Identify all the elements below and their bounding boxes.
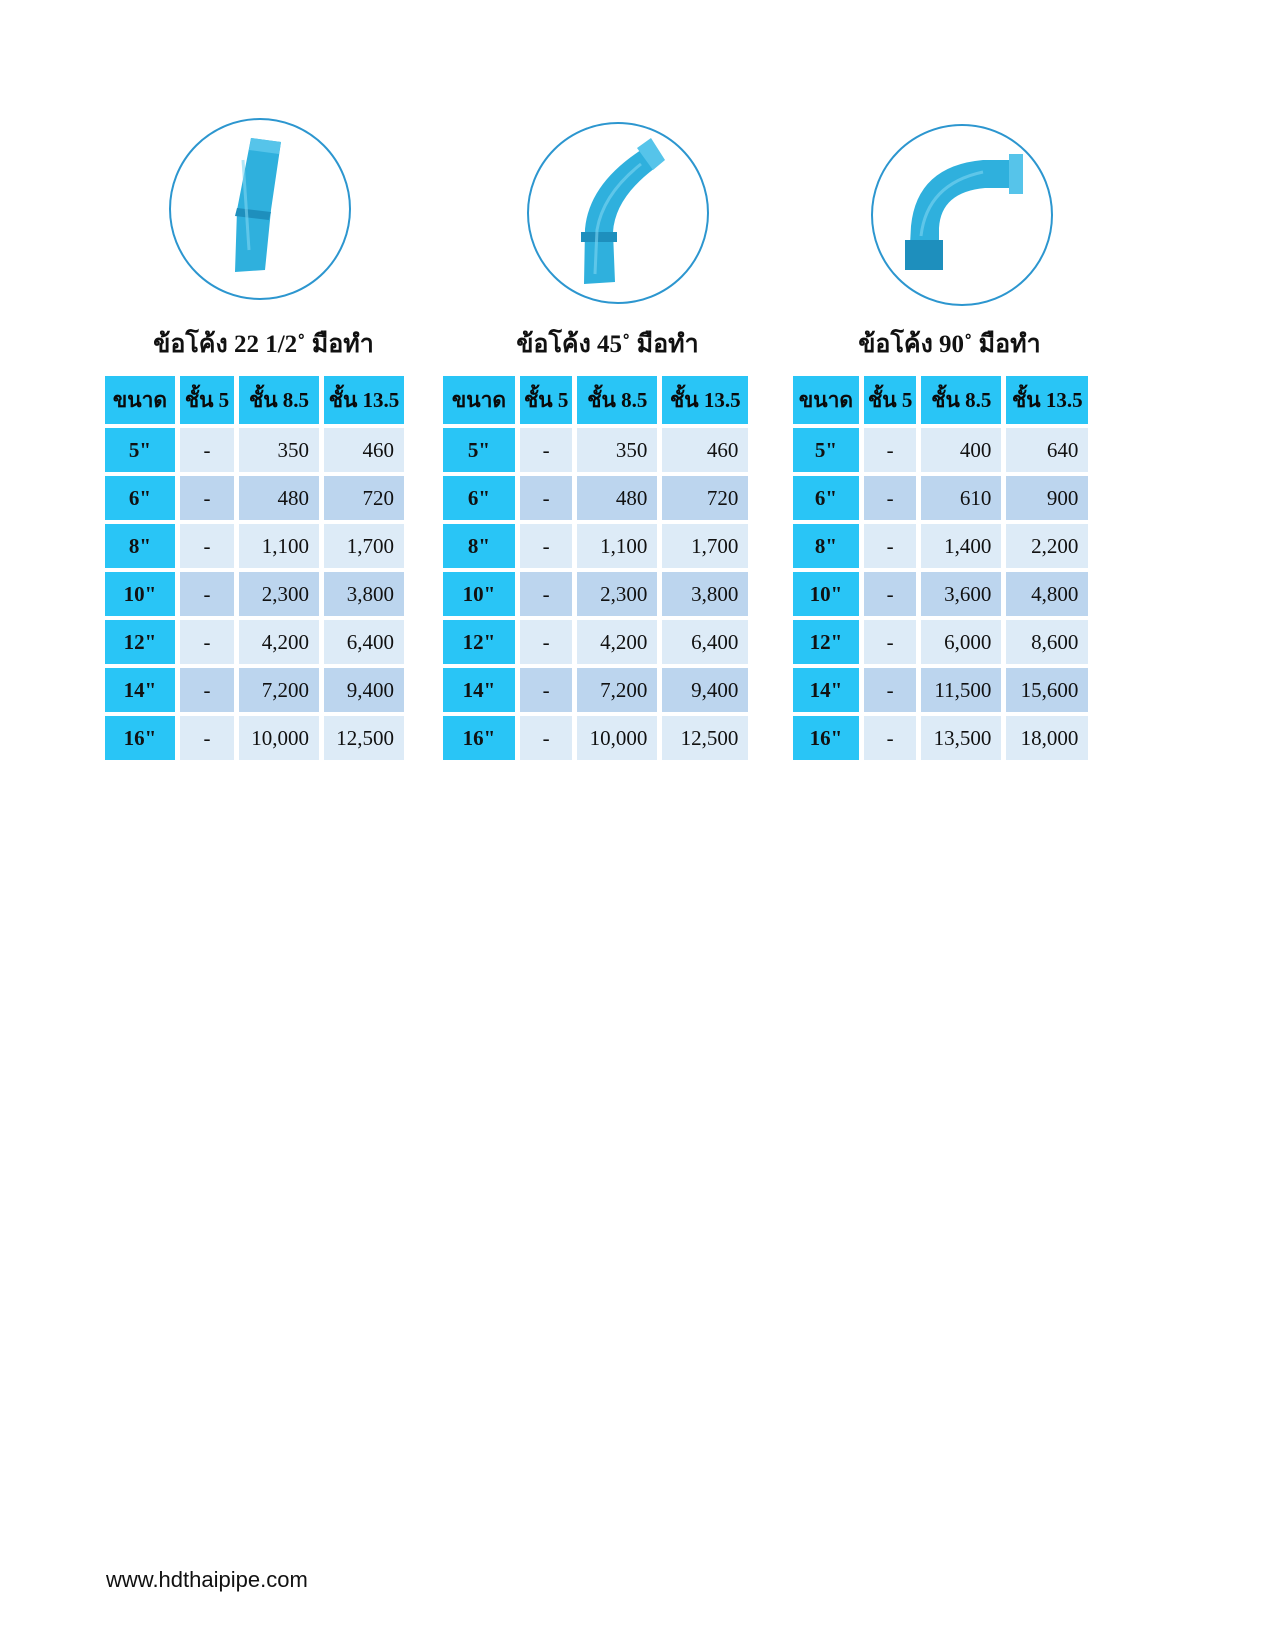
class8-5-cell: 1,100 [577,524,657,568]
class5-cell: - [180,716,234,760]
table-row [105,476,404,520]
class8-5-cell: 4,200 [577,620,657,664]
table-row [443,668,748,712]
size-cell: 6" [105,476,175,520]
class13-5-cell: 720 [662,476,748,520]
size-cell: 10" [793,572,859,616]
class13-5-cell: 6,400 [324,620,404,664]
size-cell: 12" [105,620,175,664]
table-row [105,524,404,568]
size-cell: 14" [443,668,515,712]
price-table-45 [438,372,753,764]
size-cell: 5" [105,428,175,472]
col-header-class8-5: ชั้น 8.5 [239,376,319,424]
col-header-class5: ชั้น 5 [180,376,234,424]
size-cell: 16" [105,716,175,760]
class8-5-cell: 11,500 [921,668,1001,712]
class8-5-cell: 13,500 [921,716,1001,760]
table-row [105,668,404,712]
table-title: ข้อโค้ง 45˚ มือทำ [516,331,699,358]
class8-5-cell: 6,000 [921,620,1001,664]
class8-5-cell: 10,000 [577,716,657,760]
col-header-size: ขนาด [443,376,515,424]
pipe-elbow-22-5-image [169,118,351,300]
class8-5-cell: 3,600 [921,572,1001,616]
table-row [793,572,1088,616]
size-cell: 16" [793,716,859,760]
class5-cell: - [520,524,572,568]
class8-5-cell: 610 [921,476,1001,520]
class13-5-cell: 2,200 [1006,524,1088,568]
class8-5-cell: 2,300 [577,572,657,616]
class13-5-cell: 3,800 [324,572,404,616]
class5-cell: - [180,524,234,568]
fitting-block-22-5 [105,118,422,750]
class5-cell: - [180,668,234,712]
class5-cell: - [180,476,234,520]
table-row [443,524,748,568]
class13-5-cell: 12,500 [662,716,748,760]
class5-cell: - [864,524,916,568]
class13-5-cell: 6,400 [662,620,748,664]
class5-cell: - [864,668,916,712]
size-cell: 8" [443,524,515,568]
fitting-block-90 [793,118,1106,750]
class5-cell: - [520,428,572,472]
website-url[interactable]: www.hdthaipipe.com [106,1567,308,1592]
class13-5-cell: 460 [662,428,748,472]
price-table-90 [788,372,1093,764]
size-cell: 12" [793,620,859,664]
class13-5-cell: 3,800 [662,572,748,616]
class5-cell: - [520,476,572,520]
pipe-elbow-90-image [871,124,1053,306]
class8-5-cell: 1,100 [239,524,319,568]
class13-5-cell: 1,700 [324,524,404,568]
table-row [793,476,1088,520]
class5-cell: - [520,668,572,712]
table-row [793,620,1088,664]
table-row [443,620,748,664]
size-cell: 8" [793,524,859,568]
class8-5-cell: 480 [577,476,657,520]
table-title: ข้อโค้ง 22 1/2˚ มือทำ [153,331,374,358]
class8-5-cell: 480 [239,476,319,520]
table-row [443,476,748,520]
col-header-class13-5: ชั้น 13.5 [1006,376,1088,424]
table-row [443,428,748,472]
fitting-block-45 [443,118,772,750]
col-header-class13-5: ชั้น 13.5 [324,376,404,424]
size-cell: 10" [105,572,175,616]
class5-cell: - [864,476,916,520]
col-header-size: ขนาด [793,376,859,424]
size-cell: 16" [443,716,515,760]
table-row [105,428,404,472]
class8-5-cell: 10,000 [239,716,319,760]
col-header-size: ขนาด [105,376,175,424]
pipe-elbow-45-image [527,122,709,304]
class8-5-cell: 7,200 [239,668,319,712]
class13-5-cell: 4,800 [1006,572,1088,616]
size-cell: 6" [443,476,515,520]
class13-5-cell: 18,000 [1006,716,1088,760]
class5-cell: - [864,620,916,664]
table-row [105,620,404,664]
size-cell: 5" [793,428,859,472]
table-row [793,668,1088,712]
table-row [105,572,404,616]
class13-5-cell: 640 [1006,428,1088,472]
class8-5-cell: 7,200 [577,668,657,712]
col-header-class8-5: ชั้น 8.5 [921,376,1001,424]
size-cell: 14" [793,668,859,712]
class8-5-cell: 1,400 [921,524,1001,568]
table-row [793,716,1088,760]
class13-5-cell: 720 [324,476,404,520]
size-cell: 5" [443,428,515,472]
table-row [793,428,1088,472]
class8-5-cell: 350 [239,428,319,472]
class13-5-cell: 460 [324,428,404,472]
class5-cell: - [520,716,572,760]
class13-5-cell: 1,700 [662,524,748,568]
class13-5-cell: 8,600 [1006,620,1088,664]
col-header-class8-5: ชั้น 8.5 [577,376,657,424]
class8-5-cell: 350 [577,428,657,472]
class8-5-cell: 400 [921,428,1001,472]
class5-cell: - [864,572,916,616]
size-cell: 8" [105,524,175,568]
table-row [105,716,404,760]
price-table-22-5 [100,372,409,764]
table-title: ข้อโค้ง 90˚ มือทำ [858,331,1041,358]
class5-cell: - [180,428,234,472]
class13-5-cell: 9,400 [662,668,748,712]
table-row [793,524,1088,568]
class13-5-cell: 9,400 [324,668,404,712]
class5-cell: - [180,620,234,664]
table-row [443,572,748,616]
class13-5-cell: 900 [1006,476,1088,520]
size-cell: 12" [443,620,515,664]
col-header-class5: ชั้น 5 [864,376,916,424]
size-cell: 14" [105,668,175,712]
table-row [443,716,748,760]
class5-cell: - [520,572,572,616]
class13-5-cell: 15,600 [1006,668,1088,712]
class13-5-cell: 12,500 [324,716,404,760]
col-header-class13-5: ชั้น 13.5 [662,376,748,424]
class5-cell: - [180,572,234,616]
class8-5-cell: 4,200 [239,620,319,664]
col-header-class5: ชั้น 5 [520,376,572,424]
class5-cell: - [520,620,572,664]
size-cell: 6" [793,476,859,520]
size-cell: 10" [443,572,515,616]
class8-5-cell: 2,300 [239,572,319,616]
class5-cell: - [864,428,916,472]
class5-cell: - [864,716,916,760]
